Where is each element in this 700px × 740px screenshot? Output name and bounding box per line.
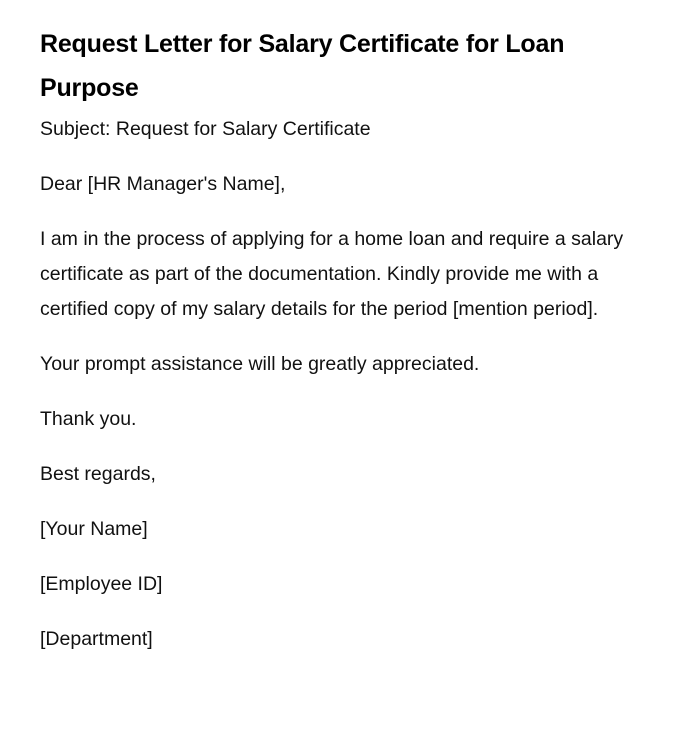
sign-off: Best regards, (40, 463, 156, 485)
signature-department: [Department] (40, 628, 153, 650)
thanks-line: Thank you. (40, 408, 137, 430)
subject-line: Subject: Request for Salary Certificate (40, 118, 371, 140)
signature-name: [Your Name] (40, 518, 148, 540)
salutation: Dear [HR Manager's Name], (40, 173, 286, 195)
letter-title: Request Letter for Salary Certificate for Loan Purpose (40, 30, 565, 102)
signature-employee-id: [Employee ID] (40, 573, 163, 595)
closing-request: Your prompt assistance will be greatly appreciated. (40, 353, 480, 375)
body-paragraph: I am in the process of applying for a home loan and require a salary certificate as part of the documentation. Kindly provide me with a certified copy of my salary details for the period [mention period]. (40, 228, 624, 320)
